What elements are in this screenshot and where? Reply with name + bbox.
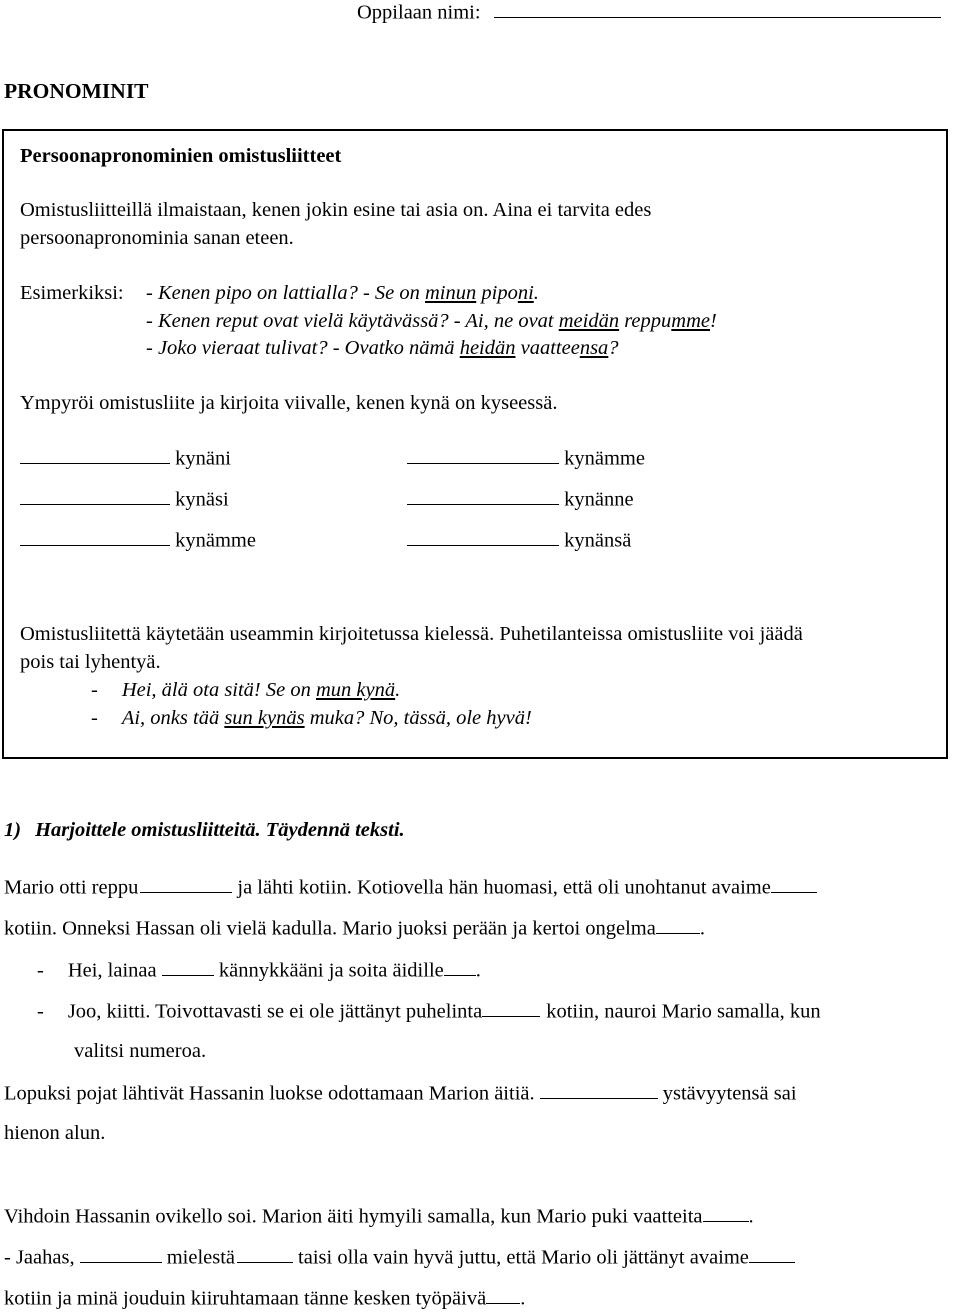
fill-blank[interactable]	[656, 914, 700, 934]
word: kynänne	[564, 488, 634, 511]
answer-blank[interactable]	[407, 444, 559, 464]
fill-blank[interactable]	[540, 1079, 658, 1099]
exercise-line-3: - Hei, lainaa kännykkääni ja soita äidille .	[37, 956, 481, 984]
student-name-row	[357, 0, 941, 26]
word: kynämme	[175, 529, 256, 552]
word: kynänsä	[564, 529, 632, 552]
word-row-left-1	[20, 444, 231, 472]
student-name-label: Oppilaan nimi:	[357, 1, 481, 24]
fill-blank[interactable]	[482, 997, 540, 1017]
fill-blank[interactable]	[80, 1243, 162, 1263]
word-row-left-2	[20, 485, 229, 513]
intro-line-2: persoonapronominia sanan eteen.	[20, 227, 294, 249]
intro-line-1: Omistusliitteillä ilmaistaan, kenen jokin esine tai asia on. Aina ei tarvita edes	[20, 199, 652, 221]
exercise-title: 1) Harjoittele omistusliitteitä. Täydennä teksti.	[4, 819, 405, 841]
fill-blank[interactable]	[237, 1243, 293, 1263]
examples-label: Esimerkiksi:	[20, 282, 124, 304]
answer-blank[interactable]	[20, 526, 170, 546]
fill-blank[interactable]	[703, 1202, 749, 1222]
example-3: - Joko vieraat tulivat? - Ovatko nämä heidän vaatteensa?	[146, 337, 619, 359]
answer-blank[interactable]	[407, 526, 559, 546]
exercise-line-9: - Jaahas, mielestä taisi olla vain hyvä juttu, että Mario oli jättänyt avaime	[4, 1243, 795, 1271]
word: kynäni	[175, 447, 231, 470]
word-row-right-1	[407, 444, 645, 472]
note-line-1: Omistusliitettä käytetään useammin kirjoitetussa kielessä. Puhetilanteissa omistusliite voi jäädä	[20, 623, 803, 645]
example-1: - Kenen pipo on lattialla? - Se on minun piponi.	[146, 282, 539, 304]
speech-2: - Ai, onks tää sun kynäs muka? No, tässä, ole hyvä!	[91, 707, 532, 729]
fill-blank[interactable]	[444, 956, 476, 976]
exercise-line-10: kotiin ja minä jouduin kiiruhtamaan tänne kesken työpäivä .	[4, 1284, 525, 1312]
page-title: PRONOMINIT	[4, 79, 149, 103]
word-row-right-3	[407, 526, 631, 554]
student-name-blank[interactable]	[494, 0, 941, 18]
word: kynäsi	[175, 488, 229, 511]
fill-blank[interactable]	[749, 1243, 795, 1263]
answer-blank[interactable]	[20, 444, 170, 464]
instruction: Ympyröi omistusliite ja kirjoita viivalle, kenen kynä on kyseessä.	[20, 392, 558, 414]
fill-blank[interactable]	[771, 873, 817, 893]
exercise-line-6: Lopuksi pojat lähtivät Hassanin luokse odottamaan Marion äitiä. ystävyytensä sai	[4, 1079, 797, 1107]
fill-blank[interactable]	[162, 956, 214, 976]
exercise-line-2: kotiin. Onneksi Hassan oli vielä kadulla. Mario juoksi perään ja kertoi ongelma .	[4, 914, 705, 942]
exercise-line-5: valitsi numeroa.	[74, 1040, 207, 1062]
box-heading: Persoonapronominien omistusliitteet	[20, 145, 342, 167]
exercise-line-4: - Joo, kiitti. Toivottavasti se ei ole jättänyt puhelinta kotiin, nauroi Mario samalla, kun	[37, 997, 821, 1025]
fill-blank[interactable]	[140, 873, 232, 893]
example-2: - Kenen reput ovat vielä käytävässä? - Ai, ne ovat meidän reppumme!	[146, 310, 717, 332]
word-row-left-3	[20, 526, 256, 554]
note-line-2: pois tai lyhentyä.	[20, 651, 161, 673]
word: kynämme	[564, 447, 645, 470]
answer-blank[interactable]	[407, 485, 559, 505]
exercise-line-1: Mario otti reppu ja lähti kotiin. Kotiovella hän huomasi, että oli unohtanut avaime	[4, 873, 817, 901]
exercise-line-7: hienon alun.	[4, 1122, 106, 1144]
answer-blank[interactable]	[20, 485, 170, 505]
fill-blank[interactable]	[486, 1284, 520, 1304]
speech-1: - Hei, älä ota sitä! Se on mun kynä.	[91, 679, 401, 701]
word-row-right-2	[407, 485, 634, 513]
exercise-line-8: Vihdoin Hassanin ovikello soi. Marion äiti hymyili samalla, kun Mario puki vaatteita .	[4, 1202, 754, 1230]
